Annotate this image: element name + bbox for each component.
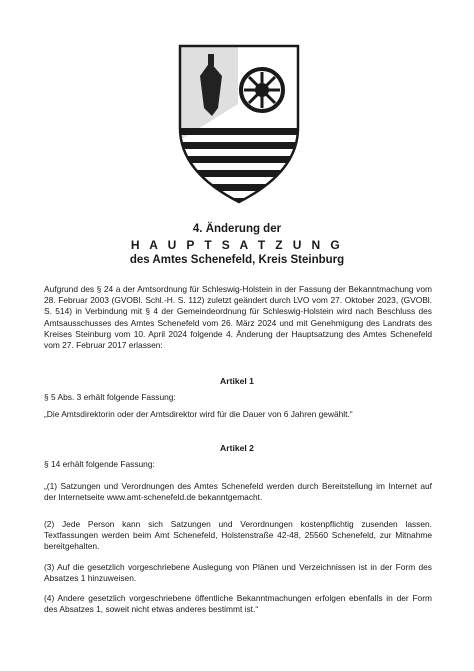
article-2-paragraph: (4) Andere gesetzlich vorgeschriebene öffentliche Bekanntmachungen erfolgen ebenfalls in der Form des Absatzes 1, soweit nicht etwas anderes bestimmt ist.“	[44, 593, 432, 615]
article-2-paragraph: (2) Jede Person kann sich Satzungen und Verordnungen kostenpflichtig zusenden lassen. Textfassungen werden beim Amt Schenefeld, Holstenstraße 42-48, 25560 Schenefeld, zur Mitnahme bereitgehalten.	[44, 519, 432, 552]
wheel-icon	[241, 69, 283, 111]
heading-subtitle: des Amtes Schenefeld, Kreis Steinburg	[129, 254, 345, 266]
article-1-intro: § 5 Abs. 3 erhält folgende Fassung:	[44, 392, 176, 402]
article-1-heading: Artikel 1	[220, 376, 254, 386]
article-2-intro: § 14 erhält folgende Fassung:	[44, 459, 155, 469]
preamble: Aufgrund des § 24 a der Amtsordnung für Schleswig-Holstein in der Fassung der Bekanntmachung vom 28. Februar 2003 (GVOBl. Schl.-H. S. 112) zuletzt geändert durch LVO vom 27. Oktober 2023, (GVOBl. S. 514) in Verbindung mit § 4 der Gemeindeordnung für Schleswig-Holstein wird nach Beschluss des Amtsausschusses des Amtes Schenefeld vom 26. März 2024 und mit Genehmigung des Landrats des Kreises Steinburg vom 10. April 2024 folgende 4. Änderung der Hauptsatzung des Amtes Schenefeld vom 27. Februar 2017 erlassen:	[44, 284, 432, 351]
heading-title: H A U P T S A T Z U N G	[130, 238, 344, 252]
heading-amendment: 4. Änderung der	[192, 223, 282, 235]
article-1-quote: „Die Amtsdirektorin oder der Amtsdirektor wird für die Dauer von 6 Jahren gewählt.“	[44, 409, 353, 419]
coat-of-arms	[178, 44, 300, 204]
article-2-paragraph: „(1) Satzungen und Verordnungen des Amtes Schenefeld werden durch Bereitstellung im Internet auf der Internetseite www.amt-schenefeld.de bekanntgemacht.	[44, 481, 432, 503]
article-2-heading: Artikel 2	[220, 443, 254, 453]
article-2-paragraph: (3) Auf die gesetzlich vorgeschriebene Auslegung von Plänen und Verzeichnissen ist in der Form des Absatzes 1 hinzuweisen.	[44, 562, 432, 584]
